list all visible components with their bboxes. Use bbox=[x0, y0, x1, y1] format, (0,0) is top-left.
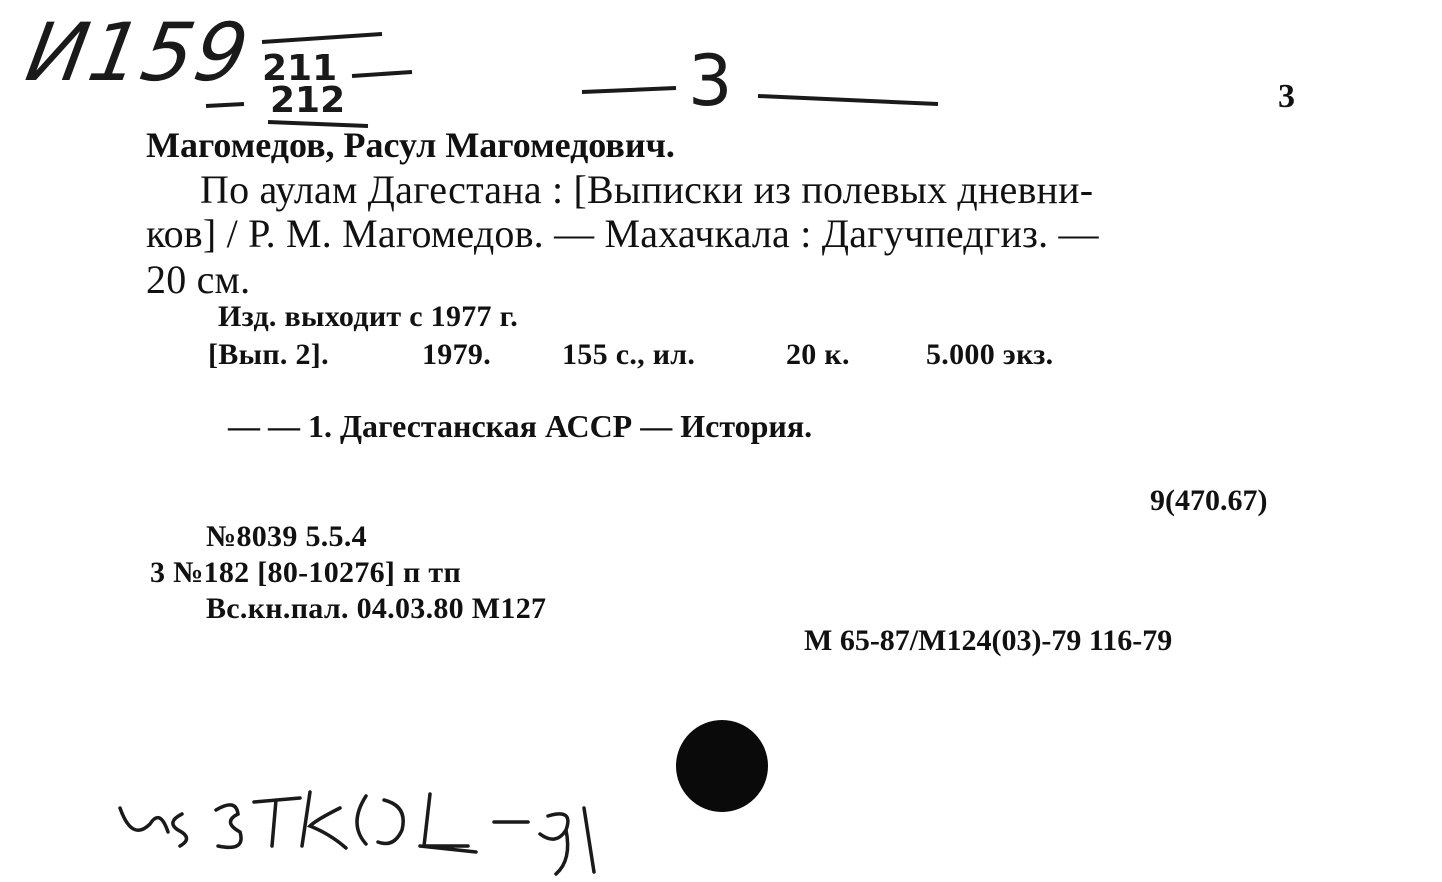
accession-line-3: Вс.кн.пал. 04.03.80 М127 bbox=[206, 592, 547, 625]
issue-year: 1979. bbox=[422, 338, 491, 371]
handwritten-dash-right bbox=[758, 96, 938, 104]
punch-hole bbox=[676, 720, 768, 812]
issue-pages: 155 с., ил. bbox=[562, 338, 696, 371]
handwritten-dash-left bbox=[582, 88, 676, 92]
handwritten-code: И159 bbox=[19, 6, 257, 99]
author-heading: Магомедов, Расул Магомедович. bbox=[146, 125, 675, 165]
issue-copies: 5.000 экз. bbox=[926, 338, 1054, 371]
handwritten-page-range-top: 211 bbox=[262, 48, 338, 89]
handwritten-big-number: 3 bbox=[688, 40, 733, 122]
subject-heading: — — 1. Дагестанская АССР — История. bbox=[228, 408, 813, 444]
handwritten-page-range-bottom: 212 bbox=[270, 80, 346, 121]
series-note: Изд. выходит с 1977 г. bbox=[218, 300, 518, 333]
issue-line bbox=[208, 338, 1053, 372]
issue-volume: [Вып. 2]. bbox=[208, 338, 329, 371]
accession-line-2: 3 №182 [80-10276] п тп bbox=[150, 556, 462, 589]
handwritten-overline bbox=[262, 34, 382, 42]
title-line-3: 20 см. bbox=[146, 257, 251, 302]
classification-code: 9(470.67) bbox=[1150, 484, 1268, 517]
card-number: 3 bbox=[1278, 78, 1295, 115]
handwritten-dash bbox=[352, 72, 412, 76]
accession-line-1: №8039 5.5.4 bbox=[206, 520, 367, 553]
handwritten-scrawl bbox=[120, 792, 594, 874]
title-line-1: По аулам Дагестана : [Выписки из полевых дневни- bbox=[200, 167, 1094, 212]
issue-price: 20 к. bbox=[786, 338, 850, 371]
publisher-code: М 65-87/М124(03)-79 116-79 bbox=[804, 624, 1173, 657]
title-line-2: ков] / Р. М. Магомедов. — Махачкала : Дагучпедгиз. — bbox=[146, 211, 1099, 256]
handwritten-dash bbox=[206, 104, 244, 106]
